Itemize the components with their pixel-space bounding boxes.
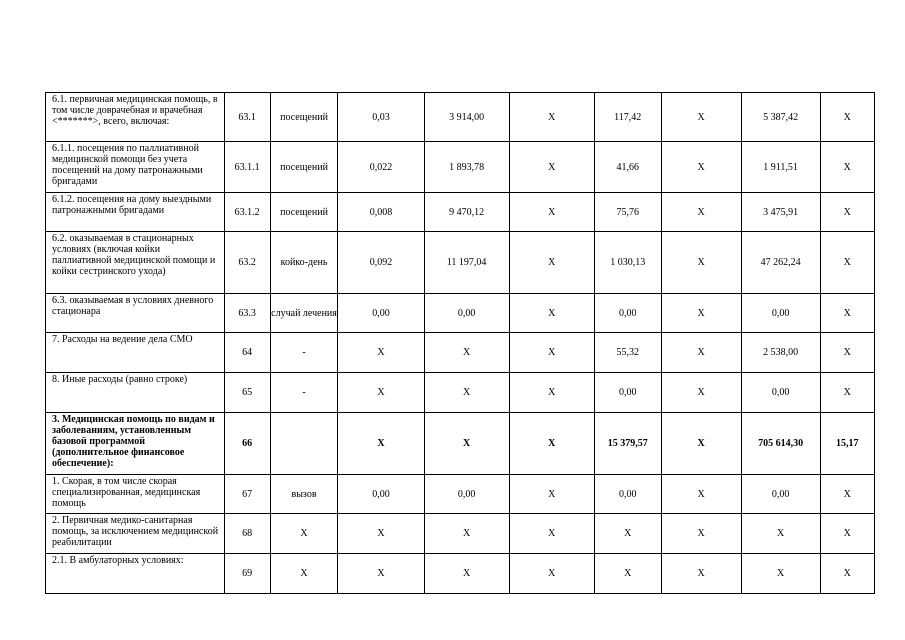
row-norm-cost: X bbox=[424, 554, 509, 594]
row-norm-cost: 0,00 bbox=[424, 475, 509, 514]
row-description: 6.3. оказываемая в условиях дневного стационара bbox=[46, 294, 225, 333]
table-row bbox=[46, 514, 875, 554]
row-norm-volume: 0,00 bbox=[338, 294, 424, 333]
row-total-cost: 3 475,91 bbox=[741, 193, 820, 232]
table-row bbox=[46, 93, 875, 142]
table-row bbox=[46, 142, 875, 193]
row-norm-cost: X bbox=[424, 514, 509, 554]
row-per-capita: 55,32 bbox=[594, 333, 661, 373]
row-total-cost: X bbox=[741, 514, 820, 554]
table-row bbox=[46, 294, 875, 333]
row-description: 2. Первичная медико-санитарная помощь, за исключением медицинской реабилитации bbox=[46, 514, 225, 554]
row-unit: случай лечения bbox=[270, 294, 338, 333]
table-row bbox=[46, 333, 875, 373]
row-col-8: X bbox=[661, 514, 741, 554]
row-description: 6.1. первичная медицинская помощь, в том числе доврачебная и врачебная <*******>, всего, включая: bbox=[46, 93, 225, 142]
row-description: 8. Иные расходы (равно строке) bbox=[46, 373, 225, 413]
table-row bbox=[46, 193, 875, 232]
row-description: 1. Скорая, в том числе скорая специализированная, медицинская помощь bbox=[46, 475, 225, 514]
row-total-cost: 5 387,42 bbox=[741, 93, 820, 142]
table-row bbox=[46, 554, 875, 594]
row-col-6: X bbox=[509, 413, 594, 475]
row-norm-cost: 11 197,04 bbox=[424, 232, 509, 294]
row-code: 68 bbox=[224, 514, 270, 554]
data-table bbox=[45, 92, 875, 594]
row-per-capita: 117,42 bbox=[594, 93, 661, 142]
row-code: 63.1 bbox=[224, 93, 270, 142]
row-col-6: X bbox=[509, 554, 594, 594]
row-per-capita: X bbox=[594, 514, 661, 554]
row-share: X bbox=[820, 93, 874, 142]
row-unit: X bbox=[270, 554, 338, 594]
row-col-8: X bbox=[661, 142, 741, 193]
row-share: X bbox=[820, 554, 874, 594]
row-norm-cost: 1 893,78 bbox=[424, 142, 509, 193]
row-col-8: X bbox=[661, 193, 741, 232]
table-row bbox=[46, 475, 875, 514]
row-norm-cost: X bbox=[424, 373, 509, 413]
row-norm-volume: X bbox=[338, 373, 424, 413]
row-col-8: X bbox=[661, 232, 741, 294]
row-unit: - bbox=[270, 333, 338, 373]
row-code: 69 bbox=[224, 554, 270, 594]
row-code: 66 bbox=[224, 413, 270, 475]
row-norm-volume: 0,022 bbox=[338, 142, 424, 193]
row-description: 7. Расходы на ведение дела СМО bbox=[46, 333, 225, 373]
row-per-capita: 0,00 bbox=[594, 294, 661, 333]
row-col-8: X bbox=[661, 333, 741, 373]
row-per-capita: 0,00 bbox=[594, 475, 661, 514]
row-norm-volume: X bbox=[338, 514, 424, 554]
row-unit: койко-день bbox=[270, 232, 338, 294]
row-unit bbox=[270, 413, 338, 475]
row-total-cost: X bbox=[741, 554, 820, 594]
row-col-6: X bbox=[509, 93, 594, 142]
row-col-6: X bbox=[509, 232, 594, 294]
row-share: X bbox=[820, 373, 874, 413]
row-code: 63.1.1 bbox=[224, 142, 270, 193]
row-total-cost: 0,00 bbox=[741, 373, 820, 413]
row-share: X bbox=[820, 294, 874, 333]
row-norm-volume: X bbox=[338, 333, 424, 373]
row-description: 6.2. оказываемая в стационарных условиях (включая койки паллиативной медицинской помощи и койки сестринского ухода) bbox=[46, 232, 225, 294]
row-unit: посещений bbox=[270, 93, 338, 142]
row-code: 64 bbox=[224, 333, 270, 373]
row-col-8: X bbox=[661, 554, 741, 594]
row-share: X bbox=[820, 475, 874, 514]
table-row bbox=[46, 232, 875, 294]
row-col-8: X bbox=[661, 413, 741, 475]
row-norm-volume: 0,03 bbox=[338, 93, 424, 142]
row-code: 63.1.2 bbox=[224, 193, 270, 232]
row-total-cost: 705 614,30 bbox=[741, 413, 820, 475]
row-unit: вызов bbox=[270, 475, 338, 514]
row-norm-volume: X bbox=[338, 413, 424, 475]
row-share: X bbox=[820, 333, 874, 373]
row-total-cost: 2 538,00 bbox=[741, 333, 820, 373]
row-norm-volume: 0,00 bbox=[338, 475, 424, 514]
row-col-8: X bbox=[661, 294, 741, 333]
row-norm-cost: 9 470,12 bbox=[424, 193, 509, 232]
row-col-6: X bbox=[509, 373, 594, 413]
row-unit: - bbox=[270, 373, 338, 413]
row-unit: посещений bbox=[270, 193, 338, 232]
row-col-8: X bbox=[661, 475, 741, 514]
table-body bbox=[46, 93, 875, 594]
row-per-capita: 15 379,57 bbox=[594, 413, 661, 475]
row-col-8: X bbox=[661, 373, 741, 413]
row-per-capita: X bbox=[594, 554, 661, 594]
row-per-capita: 0,00 bbox=[594, 373, 661, 413]
row-share: X bbox=[820, 514, 874, 554]
row-code: 65 bbox=[224, 373, 270, 413]
row-total-cost: 1 911,51 bbox=[741, 142, 820, 193]
row-code: 67 bbox=[224, 475, 270, 514]
row-col-6: X bbox=[509, 294, 594, 333]
row-norm-volume: 0,092 bbox=[338, 232, 424, 294]
row-col-6: X bbox=[509, 514, 594, 554]
table-row bbox=[46, 373, 875, 413]
row-col-6: X bbox=[509, 193, 594, 232]
row-total-cost: 0,00 bbox=[741, 475, 820, 514]
row-norm-volume: X bbox=[338, 554, 424, 594]
row-norm-cost: 0,00 bbox=[424, 294, 509, 333]
row-col-6: X bbox=[509, 475, 594, 514]
row-total-cost: 0,00 bbox=[741, 294, 820, 333]
row-norm-volume: 0,008 bbox=[338, 193, 424, 232]
row-unit: X bbox=[270, 514, 338, 554]
row-col-6: X bbox=[509, 333, 594, 373]
row-share: X bbox=[820, 193, 874, 232]
row-per-capita: 75,76 bbox=[594, 193, 661, 232]
row-description: 3. Медицинская помощь по видам и заболеваниям, установленным базовой программой (дополнительное финансовое обеспечение): bbox=[46, 413, 225, 475]
row-description: 2.1. В амбулаторных условиях: bbox=[46, 554, 225, 594]
row-share: X bbox=[820, 232, 874, 294]
row-norm-cost: X bbox=[424, 413, 509, 475]
row-share: X bbox=[820, 142, 874, 193]
row-col-6: X bbox=[509, 142, 594, 193]
row-total-cost: 47 262,24 bbox=[741, 232, 820, 294]
row-per-capita: 41,66 bbox=[594, 142, 661, 193]
row-per-capita: 1 030,13 bbox=[594, 232, 661, 294]
row-code: 63.3 bbox=[224, 294, 270, 333]
row-unit: посещений bbox=[270, 142, 338, 193]
row-col-8: X bbox=[661, 93, 741, 142]
row-norm-cost: X bbox=[424, 333, 509, 373]
row-share: 15,17 bbox=[820, 413, 874, 475]
row-code: 63.2 bbox=[224, 232, 270, 294]
row-description: 6.1.2. посещения на дому выездными патронажными бригадами bbox=[46, 193, 225, 232]
row-norm-cost: 3 914,00 bbox=[424, 93, 509, 142]
table-row bbox=[46, 413, 875, 475]
row-description: 6.1.1. посещения по паллиативной медицинской помощи без учета посещений на дому патронажными бригадами bbox=[46, 142, 225, 193]
